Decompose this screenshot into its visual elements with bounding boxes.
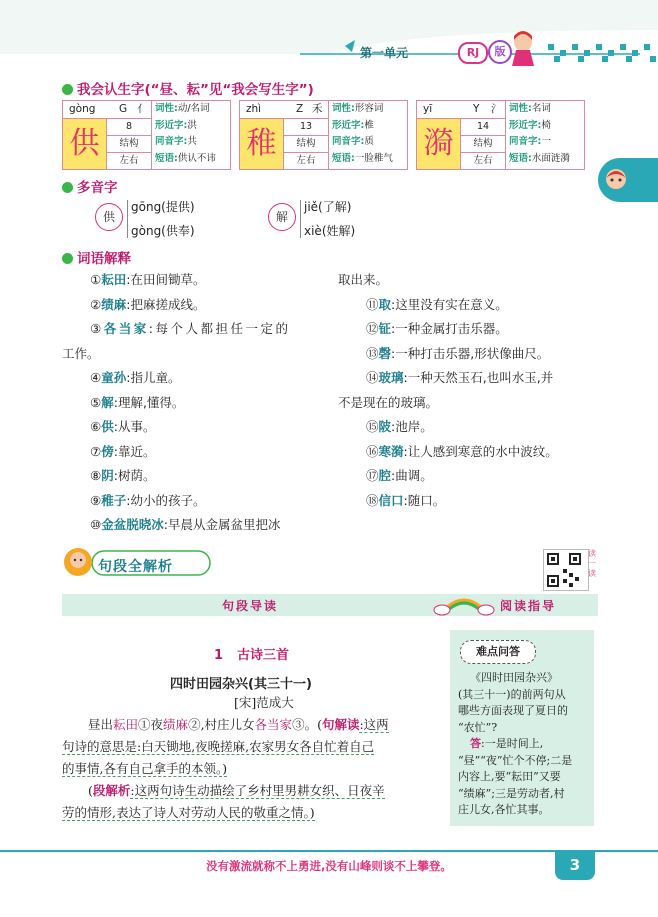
vocab-item-continued: 取出来。 <box>338 272 389 287</box>
unit-label: 第一单元 <box>360 46 409 60</box>
vocab-item: ⑭玻璃:一种天然玉石,也叫水玉,并 <box>366 370 554 385</box>
vocab-item-continued: 工作。 <box>62 345 100 361</box>
polyphonic-reading: gòng(供奉) <box>131 224 195 238</box>
char-glyph: 稚 <box>240 118 284 169</box>
section-heading-recognize: 我会认生字(“昼、耘”见“我会写生字”) <box>62 78 314 98</box>
poem-title: 四时田园杂兴(其三十一) <box>170 677 312 692</box>
vocab-item: ⑦傍:靠近。 <box>90 443 156 459</box>
vocab-item: ⑧阴:树荫。 <box>90 468 156 483</box>
page-number: 3 <box>555 850 595 880</box>
qa-question: 《四时田园杂兴》 (其三十一)的前两句从 哪些方面表现了夏日的 “农忙”? 答:一是时间上, “昼”“夜”忙个不停;二是 内容上,要“耘田”又要 “绩麻”;三是劳动者,村 庄儿女,各忙其事。 <box>458 671 573 816</box>
vocab-item: ⑰腔:曲调。 <box>366 468 433 483</box>
qr-label: 读一读 <box>588 549 596 578</box>
analysis-banner-title: 句段全解析 <box>98 559 173 575</box>
vocab-item-continued: 不是现在的玻璃。 <box>338 394 439 410</box>
vocab-item: ⑪取:这里没有实在意义。 <box>366 296 508 312</box>
vocab-item: ③各当家:每个人都担任一定的 <box>90 321 291 336</box>
rj-edition-badge: RJ <box>458 42 488 64</box>
vocab-item: ①耘田:在田间锄草。 <box>90 272 206 287</box>
char-glyph: 漪 <box>417 118 461 169</box>
polyphonic-char-gong: 供 <box>95 203 123 231</box>
char-card-gong: gòng G 亻 供 8 结构 左右 词性:动/名词 形近字:洪 同音字:共 短语:供认不讳 <box>62 100 231 170</box>
polyphonic-char-jie: 解 <box>268 203 296 231</box>
reading-band <box>62 594 598 616</box>
vocab-item: ④童孙:指儿童。 <box>90 370 181 385</box>
vocab-column-right <box>338 268 600 513</box>
section-heading-polyphonic: 多音字 <box>62 176 118 196</box>
polyphonic-reading: xiè(姓解) <box>304 224 356 238</box>
vocab-item: ⑨稚子:幼小的孩子。 <box>90 492 206 508</box>
cloud-rainbow-icon <box>432 592 496 616</box>
bullet-dot-icon <box>62 84 73 95</box>
vocab-item: ⑮陂:池岸。 <box>366 419 433 434</box>
band-right-label: 阅读指导 <box>500 599 557 613</box>
char-card-zhi: zhì Z 禾 稚 13 结构 左右 词性:形容词 形近字:椎 同音字:质 短语:一脸稚气 <box>239 100 408 170</box>
bullet-dot-icon <box>62 253 73 264</box>
vocab-item: ⑬磬:一种打击乐器,形状像曲尺。 <box>366 345 550 361</box>
polyphonic-reading: gōng(提供) <box>131 200 195 214</box>
polyphonic-reading: jiě(了解) <box>304 200 352 214</box>
vocab-column-left <box>62 268 332 538</box>
mascot-face-icon <box>602 164 630 192</box>
vocab-item: ⑫钲:一种金属打击乐器。 <box>366 321 508 336</box>
qa-title: 难点问答 <box>460 640 536 664</box>
checker-pattern <box>520 38 658 68</box>
vocab-item: ②绩麻:把麻搓成线。 <box>90 296 206 312</box>
poem-body: 昼出耘田①夜绩麻②,村庄儿女各当家③。(句解读:这两 句诗的意思是:白天锄地,夜晚搓麻,农家男女各自忙着自己 的事情,各有自己拿手的本领。) (段解析:这两句诗生动描绘了乡村里男耕女织、日夜辛 劳的情形,表达了诗人对劳动人民的敬重之情。) <box>62 717 389 820</box>
vocab-item: ⑩金盆脱晓冰:早晨从金属盆里把冰 <box>90 517 281 532</box>
footer-motto: 没有激流就称不上勇进,没有山峰则谈不上攀登。 <box>206 859 452 873</box>
qa-sidebox <box>450 630 594 826</box>
vocab-item: ⑱信口:随口。 <box>366 492 446 508</box>
band-left-label: 句段导读 <box>222 599 279 613</box>
vocab-item: ⑯寒漪:让人感到寒意的水中波纹。 <box>366 443 558 459</box>
poem-author: [宋]范成大 <box>234 695 294 710</box>
qr-code-icon[interactable] <box>543 549 589 591</box>
char-card-yi: yī Y 氵 漪 14 结构 左右 词性:名词 形近字:椅 同音字:一 短语:水面涟漪 <box>416 100 585 170</box>
lesson-heading: 1 古诗三首 <box>214 648 290 663</box>
vocab-item: ⑥供:从事。 <box>90 419 156 434</box>
char-glyph: 供 <box>63 118 107 169</box>
bullet-dot-icon <box>62 182 73 193</box>
vocab-item: ⑤解:理解,懂得。 <box>90 394 185 410</box>
edition-badge: 版 <box>488 40 512 64</box>
section-heading-vocab: 词语解释 <box>62 247 131 267</box>
